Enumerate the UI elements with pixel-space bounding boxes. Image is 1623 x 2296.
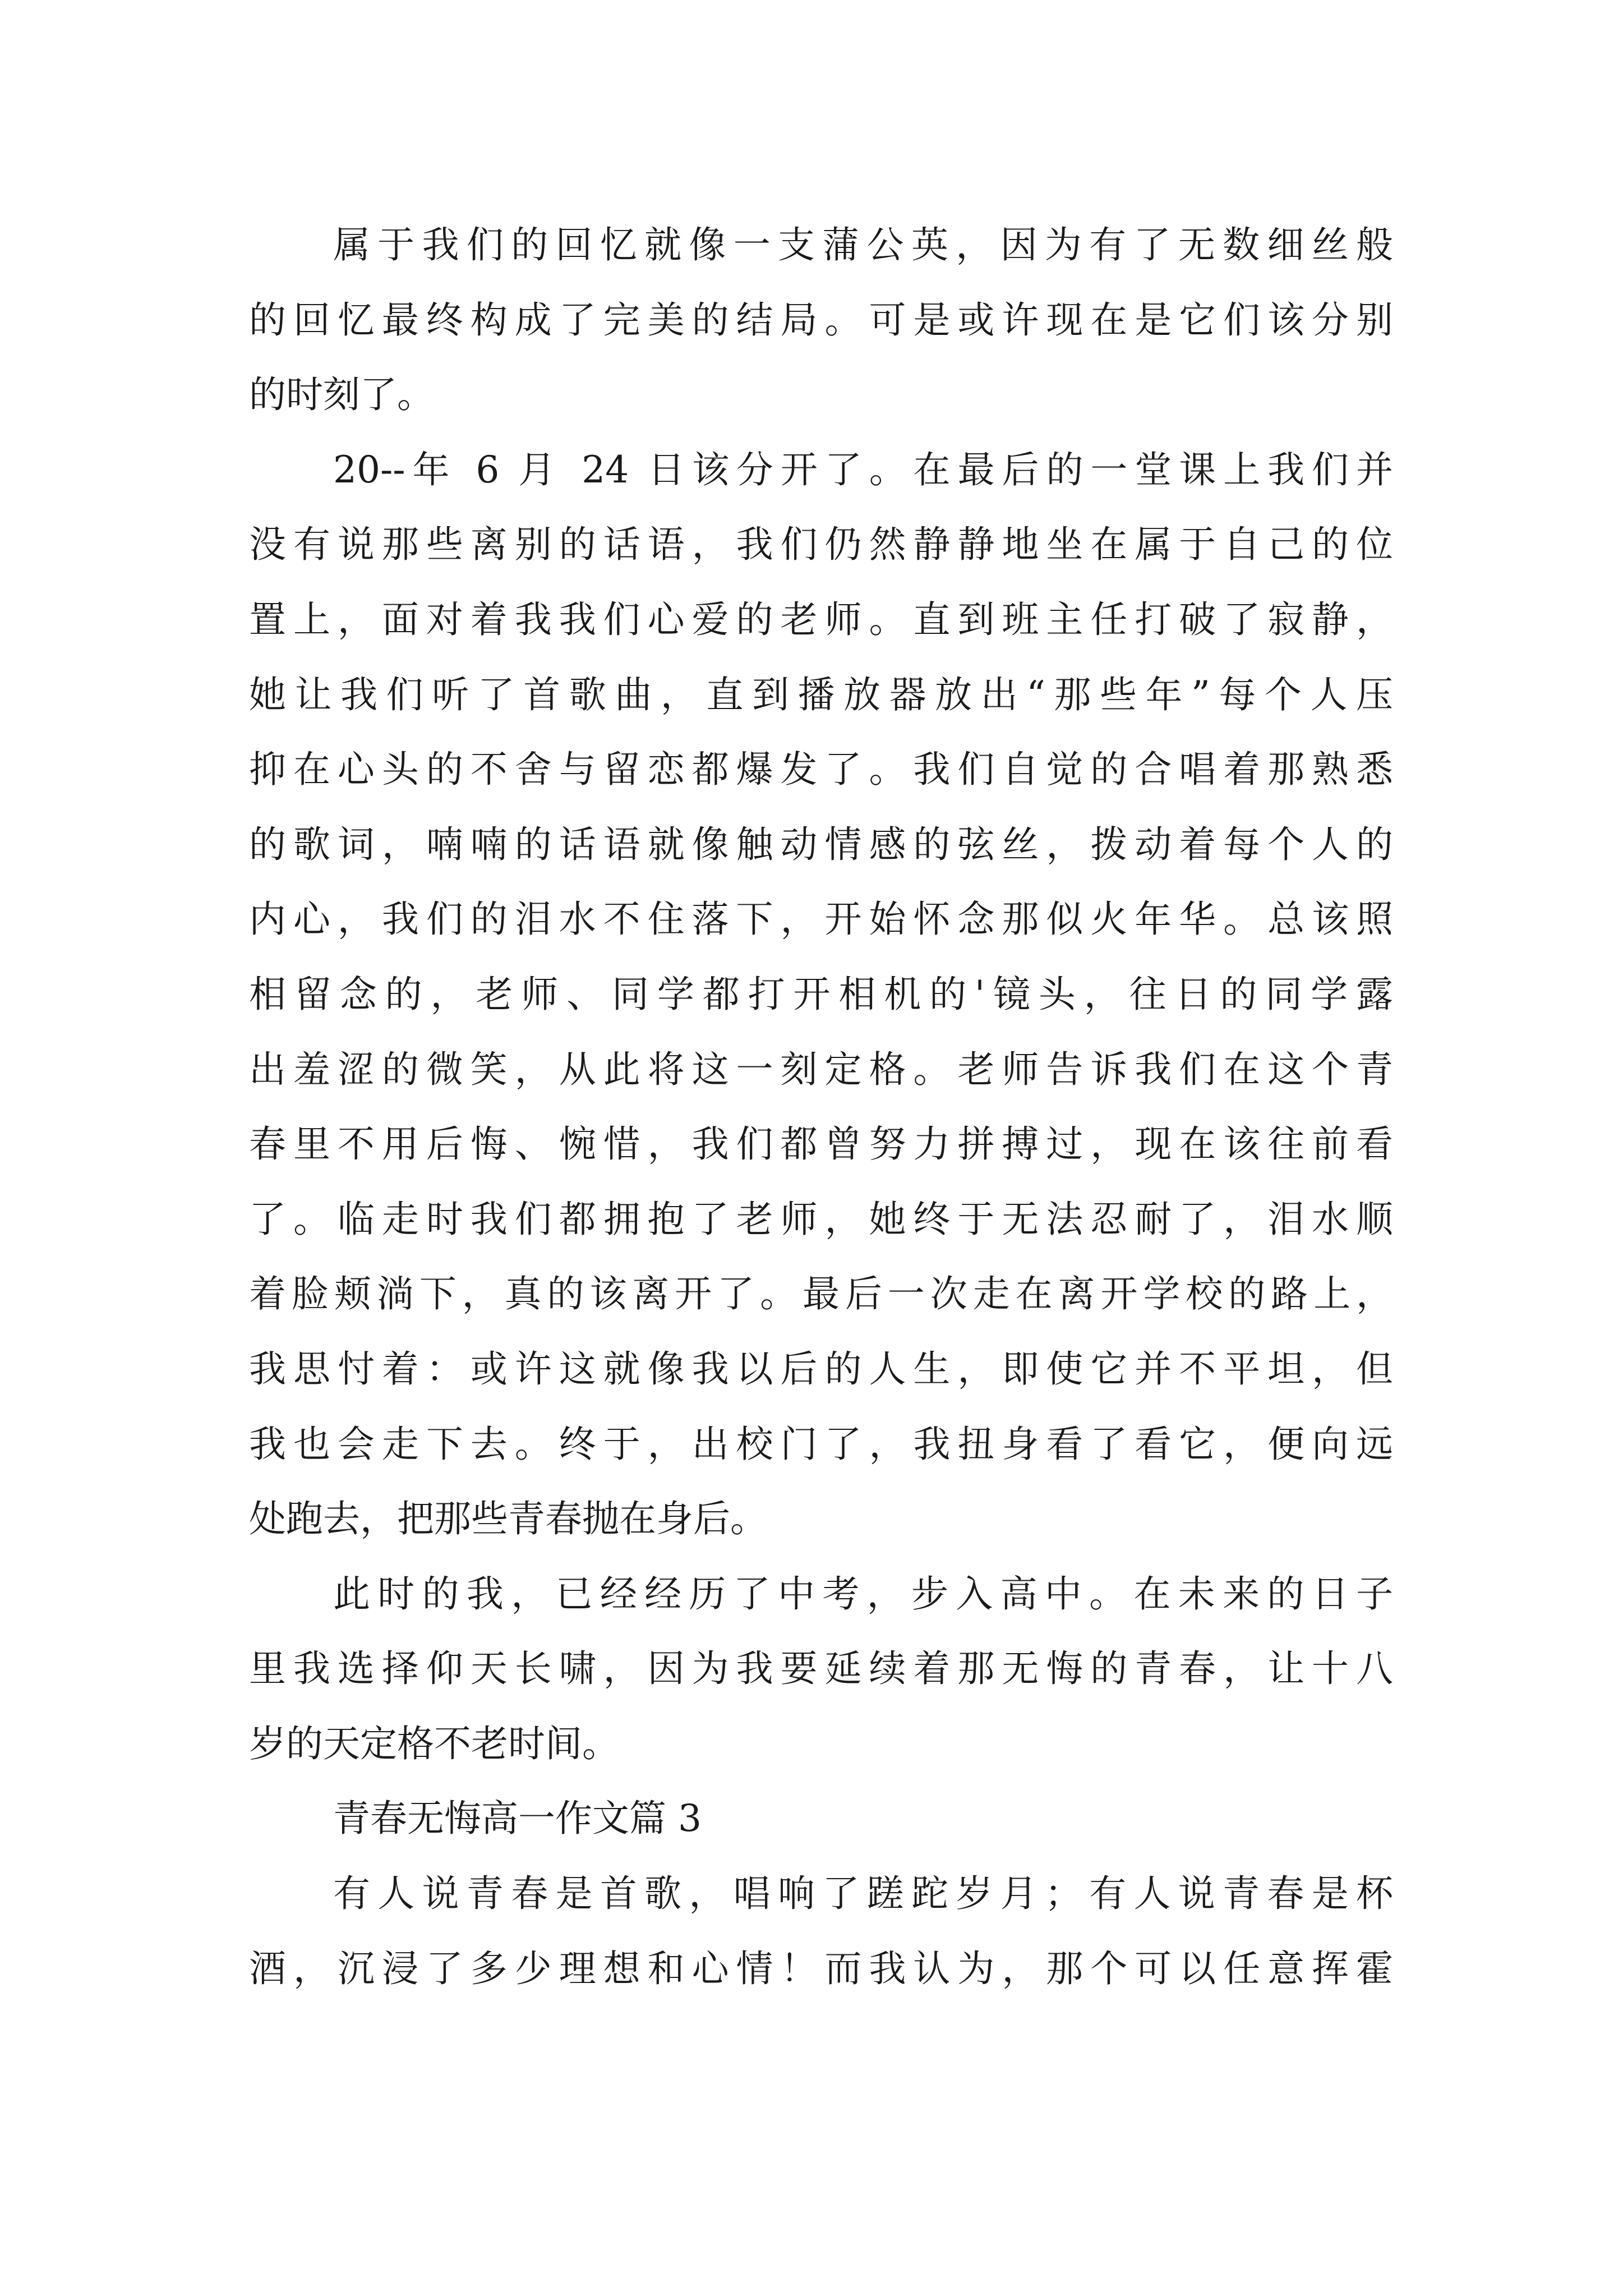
paragraph <box>249 432 1393 1557</box>
text-line: 相留念的，老师、同学都打开相机的'镜头，往日的同学露 <box>249 972 1393 1016</box>
text-line: 出羞涩的微笑，从此将这一刻定格。老师告诉我们在这个青 <box>249 1047 1393 1091</box>
text-line: 的回忆最终构成了完美的结局。可是或许现在是它们该分别 <box>249 298 1393 342</box>
paragraph <box>249 1856 1393 2006</box>
text-line: 酒，沉浸了多少理想和心情！而我认为，那个可以任意挥霍 <box>249 1947 1393 1990</box>
text-line: 有人说青春是首歌，唱响了蹉跎岁月；有人说青春是杯 <box>333 1872 1393 1916</box>
text-line: 我思忖着：或许这就像我以后的人生，即使它并不平坦，但 <box>249 1347 1393 1391</box>
text-line: 处跑去，把那些青春抛在身后。 <box>249 1497 767 1541</box>
text-line: 着脸颊淌下，真的该离开了。最后一次走在离开学校的路上， <box>249 1272 1393 1316</box>
text-line: 了。临走时我们都拥抱了老师，她终于无法忍耐了，泪水顺 <box>249 1197 1393 1241</box>
paragraph <box>249 208 1393 432</box>
paragraph <box>249 1557 1393 1782</box>
heading-text: 青春无悔高一作文篇 3 <box>333 1797 702 1841</box>
text-line: 她让我们听了首歌曲，直到播放器放出“那些年”每个人压 <box>249 673 1393 716</box>
text-line: 没有说那些离别的话语，我们仍然静静地坐在属于自己的位 <box>249 523 1393 567</box>
text-line: 此时的我，已经经历了中考，步入高中。在未来的日子 <box>333 1572 1393 1616</box>
text-line: 的时刻了。 <box>249 373 434 417</box>
text-line: 抑在心头的不舍与留恋都爆发了。我们自觉的合唱着那熟悉 <box>249 748 1393 792</box>
text-line: 春里不用后悔、惋惜，我们都曾努力拼搏过，现在该往前看 <box>249 1122 1393 1166</box>
text-line: 里我选择仰天长啸，因为我要延续着那无悔的青春，让十八 <box>249 1647 1393 1691</box>
section-heading <box>249 1781 1393 1856</box>
text-line: 岁的天定格不老时间。 <box>249 1722 619 1765</box>
text-line: 20--年 6 月 24 日该分开了。在最后的一堂课上我们并 <box>333 448 1393 491</box>
text-line: 属于我们的回忆就像一支蒲公英，因为有了无数细丝般 <box>333 223 1393 266</box>
essay-body <box>249 208 1393 2006</box>
text-line: 内心，我们的泪水不住落下，开始怀念那似火年华。总该照 <box>249 898 1393 941</box>
text-line: 的歌词，喃喃的话语就像触动情感的弦丝，拨动着每个人的 <box>249 822 1393 866</box>
text-line: 我也会走下去。终于，出校门了，我扭身看了看它，便向远 <box>249 1422 1393 1466</box>
text-line: 置上，面对着我我们心爱的老师。直到班主任打破了寂静， <box>249 597 1393 641</box>
